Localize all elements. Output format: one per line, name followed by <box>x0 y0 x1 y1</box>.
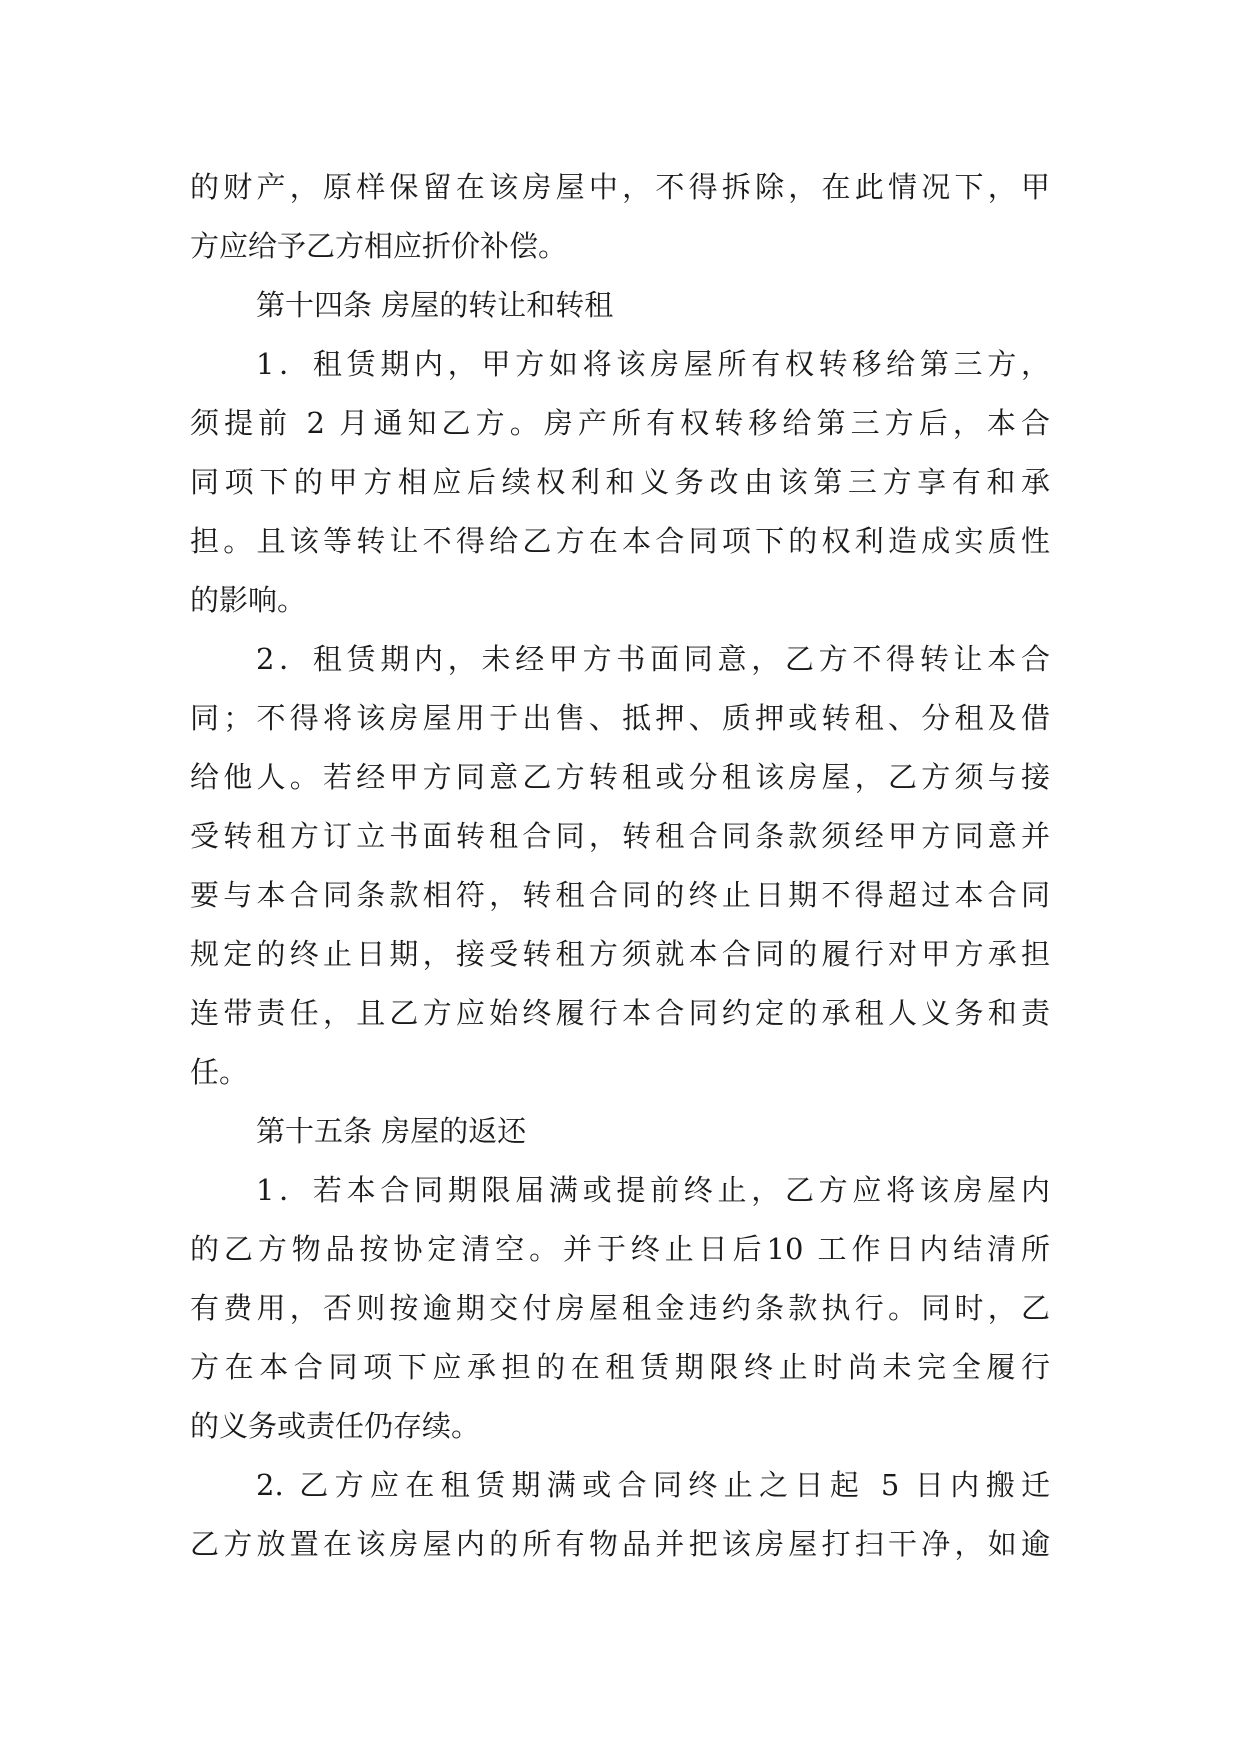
text-line: 乙方放置在该房屋内的所有物品并把该房屋打扫干净，如逾 <box>190 1527 1050 1561</box>
article-heading: 第十四条 房屋的转让和转租 <box>256 288 614 322</box>
text-line: 1．租赁期内，甲方如将该房屋所有权转移给第三方， <box>256 347 1050 381</box>
text-line: 的义务或责任仍存续。 <box>190 1409 481 1443</box>
text-line: 任。 <box>190 1055 249 1089</box>
document-body <box>190 158 1050 1574</box>
text-line: 2. 乙方应在租赁期满或合同终止之日起 5 日内搬迁 <box>256 1468 1050 1502</box>
text-line: 的财产，原样保留在该房屋中，不得拆除，在此情况下，甲 <box>190 170 1050 204</box>
text-line: 受转租方订立书面转租合同，转租合同条款须经甲方同意并 <box>190 819 1050 853</box>
text-line: 同；不得将该房屋用于出售、抵押、质押或转租、分租及借 <box>190 701 1050 735</box>
text-line: 要与本合同条款相符，转租合同的终止日期不得超过本合同 <box>190 878 1050 912</box>
text-line: 方在本合同项下应承担的在租赁期限终止时尚未完全履行 <box>190 1350 1050 1384</box>
text-line: 1．若本合同期限届满或提前终止，乙方应将该房屋内 <box>256 1173 1050 1207</box>
text-line: 规定的终止日期，接受转租方须就本合同的履行对甲方承担 <box>190 937 1050 971</box>
text-line: 连带责任，且乙方应始终履行本合同约定的承租人义务和责 <box>190 996 1050 1030</box>
text-line: 同项下的甲方相应后续权利和义务改由该第三方享有和承 <box>190 465 1050 499</box>
article-heading: 第十五条 房屋的返还 <box>256 1114 527 1148</box>
text-line: 担。且该等转让不得给乙方在本合同项下的权利造成实质性 <box>190 524 1050 558</box>
text-line: 给他人。若经甲方同意乙方转租或分租该房屋，乙方须与接 <box>190 760 1050 794</box>
text-line: 2．租赁期内，未经甲方书面同意，乙方不得转让本合 <box>256 642 1050 676</box>
text-line: 方应给予乙方相应折价补偿。 <box>190 229 568 263</box>
text-line: 有费用，否则按逾期交付房屋租金违约条款执行。同时，乙 <box>190 1291 1050 1325</box>
text-line: 的乙方物品按协定清空。并于终止日后10 工作日内结清所 <box>190 1232 1050 1266</box>
text-line: 须提前 2 月通知乙方。房产所有权转移给第三方后，本合 <box>190 406 1050 440</box>
text-line: 的影响。 <box>190 583 307 617</box>
